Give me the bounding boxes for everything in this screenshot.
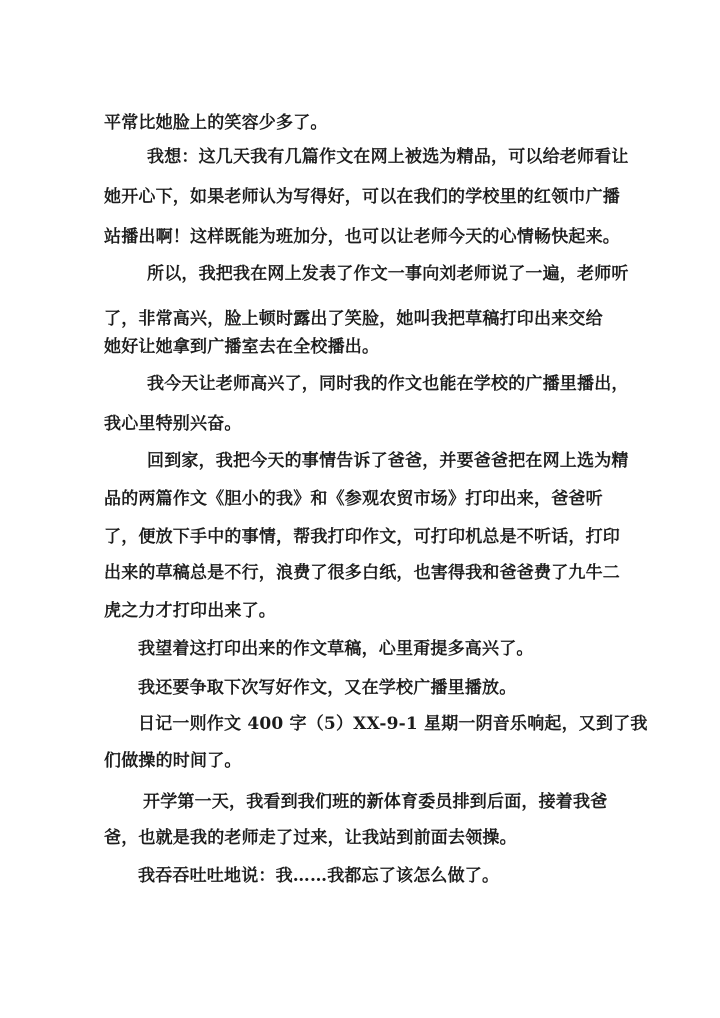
text-line: 了，非常高兴，脸上顿时露出了笑脸，她叫我把草稿打印出来交给 <box>104 309 603 329</box>
text-line: 了，便放下手中的事情，帮我打印作文，可打印机总是不听话，打印 <box>104 527 620 547</box>
text-line: 品的两篇作文《胆小的我》和《参观农贸市场》打印出来，爸爸听 <box>104 489 603 509</box>
text-line: 开学第一天，我看到我们班的新体育委员排到后面，接着我爸 <box>143 792 608 812</box>
text-line: 虎之力才打印出来了。 <box>104 601 276 621</box>
text-line: 我想：这几天我有几篇作文在网上被选为精品，可以给老师看让 <box>147 147 629 167</box>
text-line: 她好让她拿到广播室去在全校播出。 <box>104 337 380 357</box>
text-line: 我望着这打印出来的作文草稿，心里甭提多高兴了。 <box>138 639 534 659</box>
text-line: 我心里特别兴奋。 <box>104 414 242 434</box>
text-line: 我还要争取下次写好作文，又在学校广播里播放。 <box>138 678 517 698</box>
text-line: 回到家，我把今天的事情告诉了爸爸，并要爸爸把在网上选为精 <box>147 451 629 471</box>
text-line: 我吞吞吐吐地说：我……我都忘了该怎么做了。 <box>138 866 500 886</box>
text-line: 站播出啊！这样既能为班加分，也可以让老师今天的心情畅快起来。 <box>104 227 620 247</box>
text-line: 我今天让老师高兴了，同时我的作文也能在学校的广播里播出， <box>147 374 629 394</box>
text-line: 所以，我把我在网上发表了作文一事向刘老师说了一遍，老师听 <box>147 264 629 284</box>
text-line: 日记一则作文 400 字（5）XX-9-1 星期一阴音乐响起，又到了我 <box>138 714 648 734</box>
text-line: 爸，也就是我的老师走了过来，让我站到前面去领操。 <box>104 828 517 848</box>
text-line: 们做操的时间了。 <box>104 751 242 771</box>
text-line: 她开心下，如果老师认为写得好，可以在我们的学校里的红领巾广播 <box>104 187 620 207</box>
text-line: 平常比她脸上的笑容少多了。 <box>104 113 328 133</box>
text-line: 出来的草稿总是不行，浪费了很多白纸，也害得我和爸爸费了九牛二 <box>104 563 620 583</box>
